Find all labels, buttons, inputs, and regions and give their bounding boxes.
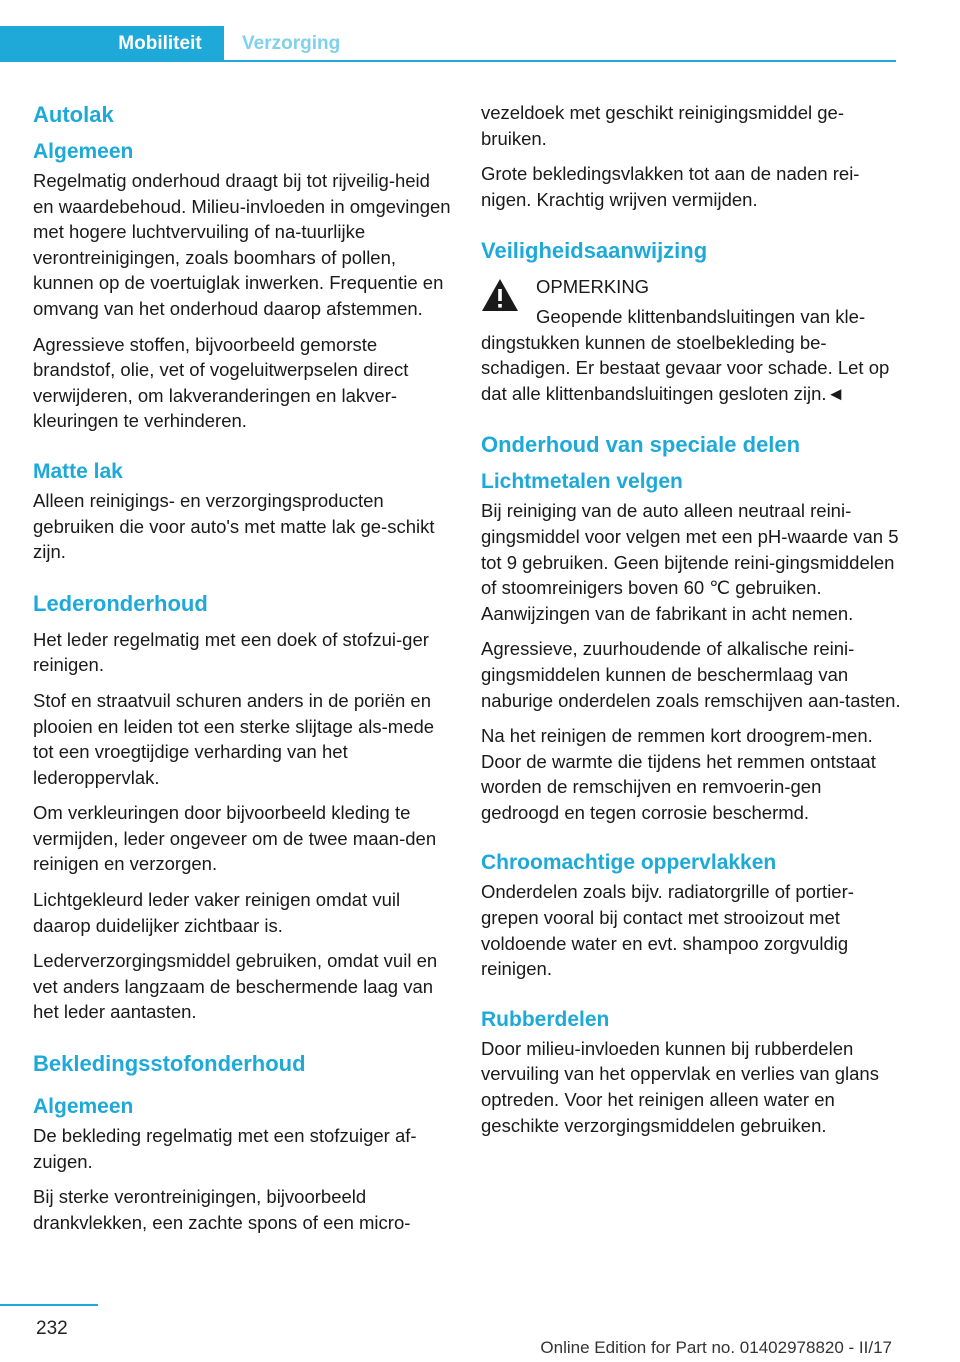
paragraph: Lichtgekleurd leder vaker reinigen omdat vuil daarop duidelijker zichtbaar is.: [33, 889, 401, 936]
paragraph: Regelmatig onderhoud draagt bij tot rijveilig‐heid en waardebehoud. Milieu-invloeden in omgevingen met hogere luchtvervuiling of na‐tuurlijke verontreinigingen, zoals boomhars of pollen, kunnen op de voertuiglak inwerken. Frequentie en omvang van het onderhoud daarop afstemmen.: [33, 170, 451, 319]
heading-chroomachtige-oppervlakken: Chroomachtige oppervlakken: [481, 851, 777, 875]
paragraph: Stof en straatvuil schuren anders in de poriën en plooien en leiden tot een sterke slijtage als‐mede tot een vroegtijdige verharding van het lederoppervlak.: [33, 689, 435, 788]
heading-algemeen: Algemeen: [33, 140, 134, 163]
edition-text: Online Edition for Part no. 01402978820 - II/17: [540, 1338, 892, 1357]
tab-mobiliteit[interactable]: Mobiliteit: [96, 26, 224, 62]
paragraph: Het leder regelmatig met een doek of stofzui‐ger reinigen.: [33, 628, 429, 676]
left-column: [33, 100, 453, 1245]
paragraph: Onderdelen zoals bijv. radiatorgrille of portier‐grepen vooral bij contact met strooizout met voldoende water en evt. shampoo zorgvuldig reinigen.: [481, 881, 854, 980]
paragraph: Agressieve, zuurhoudende of alkalische reini‐gingsmiddelen kunnen de beschermlaag van naburige onderdelen zoals remschijven aan‐tasten.: [481, 638, 901, 711]
heading-algemeen: Algemeen: [33, 1095, 134, 1119]
page-number: 232: [36, 1318, 68, 1339]
heading-autolak: Autolak: [33, 102, 114, 127]
right-column: [481, 100, 901, 1148]
heading-onderhoud-speciale-delen: Onderhoud van speciale delen: [481, 432, 801, 458]
heading-bekledingsstofonderhoud: Bekledingsstofonderhoud: [33, 1051, 306, 1077]
paragraph: Bij reiniging van de auto alleen neutraal reini‐gingsmiddel voor velgen met een pH-waarde van 5 tot 9 gebruiken. Geen bijtende reini‐gingsmiddelen of stoomreinigers boven 60 ℃ gebruiken. Aanwijzingen van de fabrikant in acht nemen.: [481, 500, 899, 624]
paragraph: Lederverzorgingsmiddel gebruiken, omdat vuil en vet anders langzaam de beschermende laag van het leder aantasten.: [33, 950, 438, 1023]
heading-lichtmetalen-velgen: Lichtmetalen velgen: [481, 470, 683, 494]
paragraph: Om verkleuringen door bijvoorbeeld kleding te vermijden, leder ongeveer om de twee maan‐den reinigen en verzorgen.: [33, 802, 437, 875]
paragraph: De bekleding regelmatig met een stofzuiger af‐zuigen.: [33, 1125, 417, 1172]
paragraph: Grote bekledingsvlakken tot aan de naden rei‐nigen. Krachtig wrijven vermijden.: [481, 163, 860, 210]
heading-veiligheidsaanwijzing: Veiligheidsaanwijzing: [481, 238, 708, 264]
paragraph: Na het reinigen de remmen kort droogrem‐men. Door de warmte die tijdens het remmen ontstaat worden de remschijven en remvoerin‐gen gedroogd en tegen corrosie beschermd.: [481, 725, 876, 823]
footer-rule: [0, 1304, 98, 1306]
paragraph: Alleen reinigings- en verzorgingsproducten gebruiken die voor auto's met matte lak ge‐schikt zijn.: [33, 489, 435, 563]
paragraph: Bij sterke verontreinigingen, bijvoorbeeld drankvlekken, een zachte spons of een micro‐: [33, 1186, 411, 1233]
paragraph: Agressieve stoffen, bijvoorbeeld gemorste brandstof, olie, vet of vogeluitwerpselen direct verwijderen, om lakveranderingen en lakver‐kleuringen te verhinderen.: [33, 333, 409, 432]
header-rule: [224, 60, 896, 62]
heading-matte-lak: Matte lak: [33, 459, 123, 483]
heading-lederonderhoud: Lederonderhoud: [33, 590, 208, 616]
paragraph: Door milieu-invloeden kunnen bij rubberdelen vervuiling van het oppervlak en verlies van glans optreden. Voor het reinigen alleen water en geschikte verzorgingsmiddelen gebruiken.: [481, 1037, 879, 1136]
notice-text: Geopende klittenbandsluitingen van kle‐dingstukken kunnen de stoelbekleding be‐schadigen. Er bestaat gevaar voor schade. Let op dat alle klittenbandsluitingen gesloten zijn.◄: [481, 305, 890, 404]
safety-notice: [481, 274, 901, 406]
notice-heading: OPMERKING: [536, 276, 650, 298]
paragraph: vezeldoek met geschikt reinigingsmiddel ge‐bruiken.: [481, 102, 844, 149]
warning-triangle-icon: [481, 278, 519, 312]
heading-rubberdelen: Rubberdelen: [481, 1007, 610, 1031]
header-bar-left: [0, 26, 96, 62]
tab-verzorging[interactable]: Verzorging: [242, 33, 341, 54]
